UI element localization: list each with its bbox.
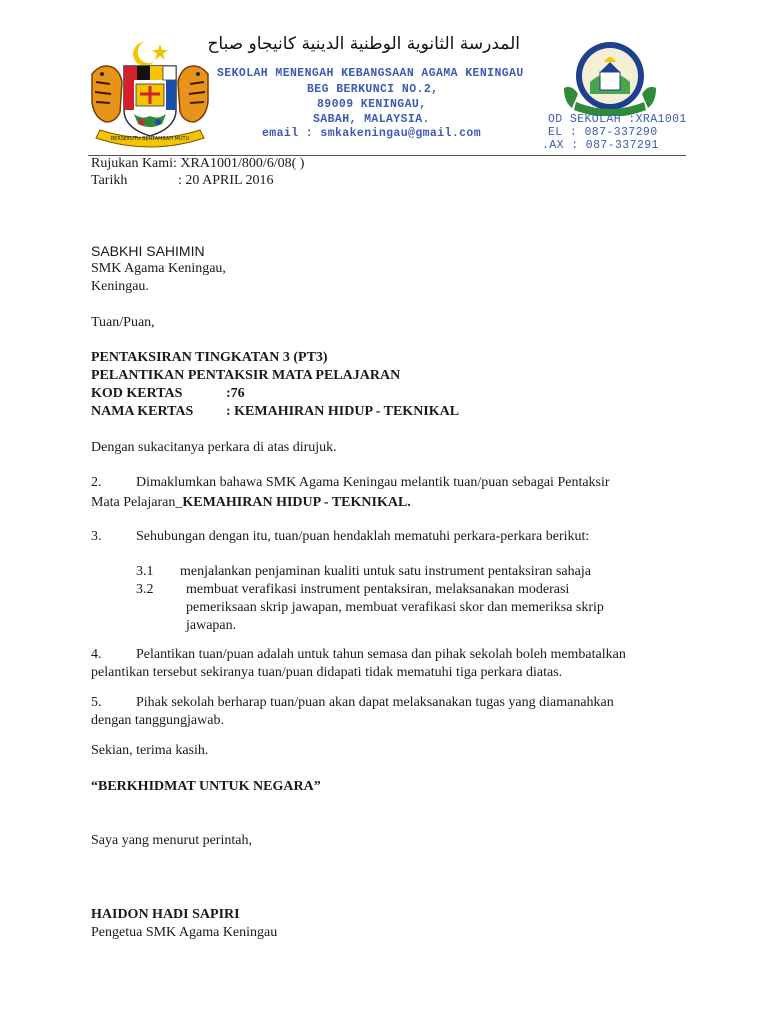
date-value: : 20 APRIL 2016 xyxy=(178,173,274,188)
paragraph-4-line1: Pelantikan tuan/puan adalah untuk tahun semasa dan pihak sekolah boleh membatalkan xyxy=(136,647,626,662)
recipient-line1: SMK Agama Keningau, xyxy=(91,261,226,276)
item-2-number: 3.2 xyxy=(136,582,154,597)
paper-name-label: NAMA KERTAS xyxy=(91,404,194,419)
item-1-text: menjalankan penjaminan kualiti untuk satu instrument pentaksiran sahaja xyxy=(180,564,591,579)
school-address-line3: SABAH, MALAYSIA. xyxy=(313,113,430,126)
item-1-number: 3.1 xyxy=(136,564,154,579)
paragraph-2-line2 xyxy=(91,493,411,511)
recipient-line2: Keningau. xyxy=(91,279,149,294)
subject-line2: PELANTIKAN PENTAKSIR MATA PELAJARAN xyxy=(91,368,401,383)
paragraph-2-prefix: Mata Pelajaran_ xyxy=(91,495,183,510)
date-label: Tarikh xyxy=(91,173,128,188)
paragraph-4-number: 4. xyxy=(91,647,102,662)
school-code: OD SEKOLAH :XRA1001 xyxy=(548,113,687,126)
salutation: Tuan/Puan, xyxy=(91,315,155,330)
recipient-name: SABKHI SAHIMIN xyxy=(91,243,205,259)
paragraph-2-number: 2. xyxy=(91,475,102,490)
paper-code-value: :76 xyxy=(226,386,245,401)
paragraph-5-line1: Pihak sekolah berharap tuan/puan akan dapat melaksanakan tugas yang diamanahkan xyxy=(136,695,614,710)
coat-of-arms-logo xyxy=(86,36,214,148)
paragraph-1: Dengan sukacitanya perkara di atas dirujuk. xyxy=(91,440,337,455)
paragraph-2-subject: KEMAHIRAN HIDUP - TEKNIKAL. xyxy=(182,495,411,510)
school-fax: .AX : 087-337291 xyxy=(542,139,659,152)
paragraph-5-number: 5. xyxy=(91,695,102,710)
school-arabic-name: المدرسة الثانوية الوطنية الدينية كانيجاو صباح xyxy=(207,34,520,54)
svg-text:BERSEKUTU BERTAMBAH MUTU: BERSEKUTU BERTAMBAH MUTU xyxy=(110,136,190,142)
school-phone: EL : 087-337290 xyxy=(548,126,658,139)
item-2-line3: jawapan. xyxy=(186,618,237,633)
school-name: SEKOLAH MENENGAH KEBANGSAAN AGAMA KENINGAU xyxy=(217,67,524,80)
school-address-line1: BEG BERKUNCI NO.2, xyxy=(307,83,439,96)
subject-line1: PENTAKSIRAN TINGKATAN 3 (PT3) xyxy=(91,350,328,365)
reference-value: : XRA1001/800/6/08( ) xyxy=(173,156,305,171)
paragraph-3-text: Sehubungan dengan itu, tuan/puan hendaklah mematuhi perkara-perkara berikut: xyxy=(136,529,590,544)
closing: Sekian, terima kasih. xyxy=(91,743,209,758)
reference-label: Rujukan Kami xyxy=(91,156,174,171)
motto: “BERKHIDMAT UNTUK NEGARA” xyxy=(91,779,321,794)
paragraph-4-line2: pelantikan tersebut sekiranya tuan/puan didapati tidak mematuhi tiga perkara diatas. xyxy=(91,665,563,680)
school-email: email : smkakeningau@gmail.com xyxy=(262,127,482,140)
paper-name-value: : KEMAHIRAN HIDUP - TEKNIKAL xyxy=(226,404,460,419)
school-address-line2: 89009 KENINGAU, xyxy=(317,98,427,111)
paragraph-2-line1: Dimaklumkan bahawa SMK Agama Keningau melantik tuan/puan sebagai Pentaksir xyxy=(136,475,610,490)
paragraph-5-line2: dengan tanggungjawab. xyxy=(91,713,224,728)
paragraph-3-number: 3. xyxy=(91,529,102,544)
signoff: Saya yang menurut perintah, xyxy=(91,833,252,848)
paper-code-label: KOD KERTAS xyxy=(91,386,183,401)
item-2-line2: pemeriksaan skrip jawapan, membuat verafikasi skor dan memeriksa skrip xyxy=(186,600,604,615)
item-2-line1: membuat verafikasi instrument pentaksiran, melaksanakan moderasi xyxy=(186,582,570,597)
signatory-name: HAIDON HADI SAPIRI xyxy=(91,907,240,922)
signatory-title: Pengetua SMK Agama Keningau xyxy=(91,925,278,940)
school-crest-logo xyxy=(562,36,658,116)
